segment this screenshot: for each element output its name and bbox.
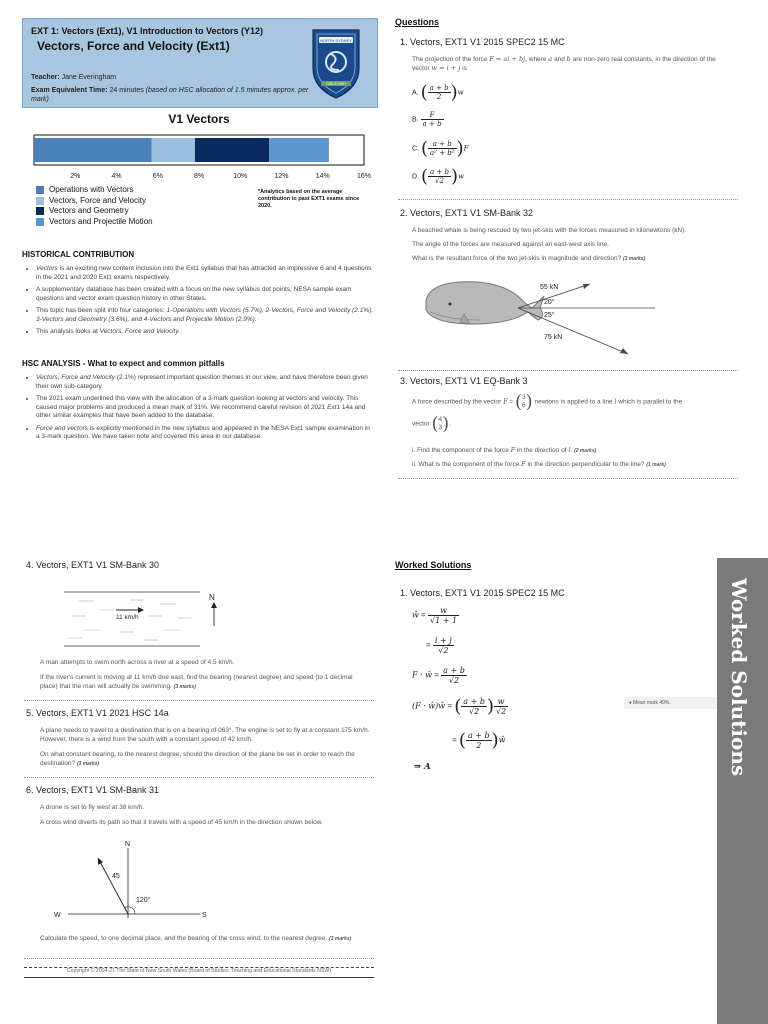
solution-step-3: F · ŵ = $\frac{a + b}{√2}$ [412, 666, 465, 685]
q4-line-2: If the river's current is moving at 11 km/h due east, find the bearing (nearest degree) and speed (to 1 decimal place) that the man will actually be swimming. (3 marks) [40, 674, 353, 690]
course-line: EXT 1: Vectors (Ext1), V1 Introduction to Vectors (Y12) [31, 26, 264, 36]
divider [398, 199, 738, 200]
header-box [22, 18, 378, 108]
x-tick-label: 6% [152, 173, 163, 180]
legend-swatch-2 [36, 197, 44, 205]
divider [398, 370, 738, 371]
svg-text:N: N [125, 841, 131, 848]
historical-list [22, 265, 374, 341]
q2-title: 2. Vectors, EXT1 V1 SM-Bank 32 [400, 208, 534, 218]
divider [24, 958, 374, 959]
q5-title: 5. Vectors, EXT1 V1 2021 HSC 14a [26, 708, 169, 718]
q6-line-1: A drone is set to fly west at 38 km/h. [40, 804, 145, 811]
page-title: Vectors, Force and Velocity (Ext1) [37, 39, 230, 53]
q1-option-b: B. $\frac{F}{a + b}$ [412, 111, 442, 128]
q3-line-1: A force described by the vector F = ( 3 6 ) newtons is applied to a line l which is parallel to the [412, 391, 683, 413]
historical-bullet-1: • Vectors is an exciting new content inclusion into the Ext1 syllabus that has attracted an impressive 6 and 4 questions in the 2021 and 2020 Ext1 exams respectively. [36, 265, 374, 282]
solution-answer: ⇒ A [414, 762, 431, 772]
q5-line-1: A plane needs to travel to a destination that is on a bearing of 063°. The engine is set to fly at a constant 175 km/h. However, there is a wind from the south with a constant speed of 42 km/h. [40, 727, 370, 743]
historical-bullet-3: • This topic has been split into four categories: 1-Operations with Vectors (5.7%), 2-Vectors, Force and Velocity (2.1%), 3-Vectors and Geometry (3.6%), and 4-Vectors and Projectile Motion (2.9%). [36, 307, 374, 324]
bar-segment-1 [34, 138, 152, 162]
historical-bullet-2: • A supplementary database has been created with a focus on the new syllabus dot points, NESA sample exam questions and vector exam question history in other States. [36, 286, 374, 303]
q2-line-3: What is the resultant force of the two jet-skis in magnitude and direction? (3 marks) [412, 255, 646, 262]
svg-text:11 km/h: 11 km/h [116, 614, 139, 621]
divider [398, 478, 738, 479]
questions-heading: Questions [395, 17, 440, 27]
solutions-heading: Worked Solutions [395, 560, 472, 570]
q1-option-c: C. ( $\frac{a + b}{\text{a² + b²}}$ )F [412, 138, 469, 159]
q6-line-3: Calculate the speed, to one decimal place, and the bearing of the cross wind, to the nearest degree. (3 marks) [40, 935, 352, 942]
svg-text:55 kN: 55 kN [540, 284, 559, 291]
chart-legend [36, 185, 256, 229]
q4-title: 4. Vectors, EXT1 V1 SM-Bank 30 [26, 560, 160, 570]
q1-option-d: D. ( $\frac{a + b}{√2}$ )w [412, 166, 464, 187]
solution-q1-title: 1. Vectors, EXT1 V1 2015 SPEC2 15 MC [400, 588, 565, 598]
x-tick-label: 2% [70, 173, 81, 180]
q6-line-2: A cross wind diverts its path so that it travels with a speed of 45 km/h in the direction shown below. [40, 819, 323, 826]
chart-note: *Analytics based on the average contribution to past EXT1 exams since 2020. [258, 189, 360, 209]
worked-solutions-side-label [714, 574, 768, 784]
analysis-heading: HSC ANALYSIS - What to expect and common pitfalls [22, 359, 225, 368]
q4-line-1: A man attempts to swim north across a river at a speed of 4.5 km/h. [40, 659, 235, 666]
x-tick-label: 14% [315, 173, 330, 180]
q5-line-2: On what constant bearing, to the nearest degree, should the direction of the plane be set in order to reach the destination? (3 marks) [40, 751, 355, 767]
svg-text:25°: 25° [544, 312, 555, 319]
bar-segment-4 [269, 138, 329, 162]
historical-heading: HISTORICAL CONTRIBUTION [22, 250, 135, 259]
svg-text:GIRLS HIGH: GIRLS HIGH [326, 82, 346, 86]
whale-diagram [420, 272, 660, 362]
q3-part-ii: ii. What is the component of the force F in the direction perpendicular to the line? (1 mark) [412, 460, 666, 468]
legend-label-3: Vectors and Geometry [49, 206, 129, 215]
legend-swatch-1 [36, 186, 44, 194]
x-tick-label: 10% [233, 173, 248, 180]
analysis-bullet-3: • Force and vectors is explicitly mentioned in the new syllabus and appeared in the NESA Ext1 sample examination in a 3-mark question. We have taken note and covered this area in our database. [36, 425, 374, 442]
svg-text:W: W [54, 912, 61, 919]
historical-bullet-4: • This analysis looks at Vectors, Force and Velocity. [36, 328, 374, 337]
x-tick-label: 16% [356, 173, 372, 180]
solution-step-2: = $\frac{i + j}{√2}$ [426, 636, 452, 655]
stacked-bar-chart [22, 130, 376, 182]
x-tick-label: 8% [193, 173, 205, 180]
q1-title: 1. Vectors, EXT1 V1 2015 SPEC2 15 MC [400, 37, 565, 47]
divider [24, 700, 374, 701]
svg-text:75 kN: 75 kN [544, 334, 563, 341]
q3-part-i: i. Find the component of the force F in the direction of l. (2 marks) [412, 446, 597, 454]
legend-label-2: Vectors, Force and Velocity [49, 195, 146, 205]
q2-line-2: The angle of the forces are measured against an east-west axis line. [412, 241, 609, 248]
svg-text:N: N [209, 593, 215, 602]
solution-step-4: (F · ŵ)ŵ = ( $\frac{a + b}{√2}$ ) $\frac{w}{√2}$ [412, 696, 507, 717]
analysis-list [22, 374, 374, 446]
teacher-line: Teacher: Jane Everingham [31, 74, 117, 81]
q3-line-2: vector ( 4 3 ). [412, 413, 452, 435]
footer-rule-bottom [24, 977, 374, 978]
x-tick-label: 4% [111, 173, 122, 180]
q2-line-1: A beached whale is being rescued by two jet-skis with the forces measured in kilonewtons (kN). [412, 227, 687, 234]
drone-diagram [50, 836, 220, 926]
q6-title: 6. Vectors, EXT1 V1 SM-Bank 31 [26, 785, 160, 795]
chart-title: V1 Vectors [168, 112, 230, 126]
divider [24, 777, 374, 778]
legend-label-4: Vectors and Projectile Motion [49, 216, 153, 226]
svg-text:S: S [202, 912, 207, 919]
exam-time-line: Exam Equivalent Time: 24 minutes (based on HSC allocation of 1.5 minutes approx. per mark) [31, 87, 309, 103]
q3-title: 3. Vectors, EXT1 V1 EQ-Bank 3 [400, 376, 528, 386]
bar-segment-2 [152, 138, 195, 162]
svg-text:NORTH SYDNEY: NORTH SYDNEY [320, 37, 352, 43]
analysis-bullet-1: • Vectors, Force and Velocity (2.1%) represent important question themes in our view, and have therefore been given their own sub-category. [36, 374, 374, 391]
analysis-bullet-2: • The 2021 exam underlined this view with the allocation of a 3-mark question looking at vectors and velocity. This caused major problems and produced a mean mark of 31%. We recommend careful revision of 2021 Ext1 14a and other similar examples that have been added to the database. [36, 395, 374, 421]
solution-step-5: = ( $\frac{a + b}{2}$ )ŵ [452, 730, 506, 751]
q1-text: The projection of the force F = ai + bj, where a and b are non-zero real constants, in the direction of the vector w = i + j is [412, 55, 716, 72]
legend-label-1: Operations with Vectors [49, 185, 134, 194]
bar-segment-3 [195, 138, 269, 162]
svg-text:45: 45 [112, 873, 120, 880]
legend-swatch-3 [36, 207, 44, 215]
svg-text:120°: 120° [136, 897, 151, 904]
legend-swatch-4 [36, 218, 44, 226]
svg-text:Worked Solutions: Worked Solutions [727, 578, 751, 777]
svg-text:20°: 20° [544, 299, 555, 306]
solution-step-1: ŵ = $\frac{w}{√1 + 1}$ [412, 606, 458, 625]
footer-copyright: Copyright © 2004-21 The State of New South Wales (Board of Studies, Teaching and Educational Standards NSW) [66, 968, 332, 974]
river-diagram [60, 586, 230, 654]
x-tick-label: 12% [274, 173, 289, 180]
school-crest-logo [309, 24, 363, 102]
q1-option-a: A. ( $\frac{a + b}{2}$ )w [412, 82, 464, 103]
mean-mark-note: ♦ Mean mark 49%. [624, 697, 719, 709]
